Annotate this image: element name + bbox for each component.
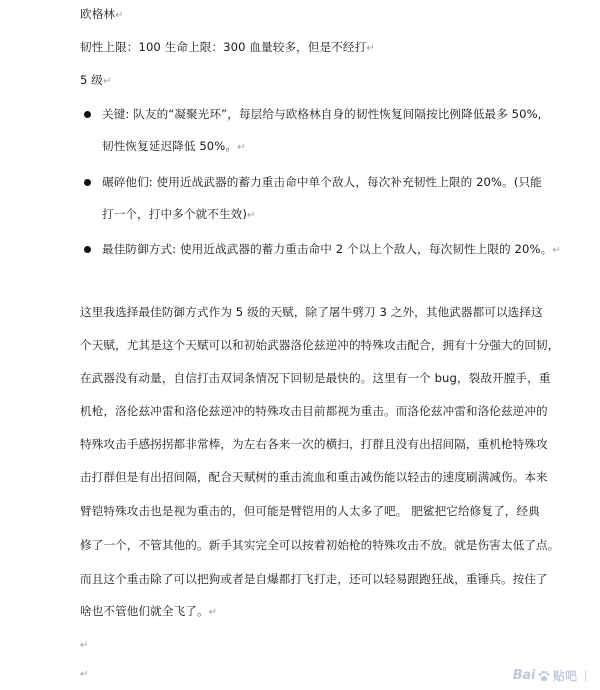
bullet-item-text [102,206,255,224]
paragraph-line [80,304,543,320]
paragraph-line [80,403,548,419]
paragraph-mark: ↵ [366,43,375,54]
paragraph-line-text: 这里我选择最佳防御方式作为 5 级的天赋，除了屠牛劈刀 3 之外，其他武器都可以选择这 [80,305,543,319]
stats-text: 韧性上限：100 生命上限：300 血量较多，但是不经打 [80,40,367,54]
watermark-divider [585,670,586,682]
level-heading [80,72,111,90]
paragraph-mark: ↵ [208,607,218,618]
baidu-tieba-watermark [513,667,586,684]
paragraph-line [80,337,559,353]
paragraph-line-text: 特殊攻击手感拐拐都非常棒，为左右各来一次的横扫，打群且没有出招间隔，重机枪特殊攻 [80,437,548,451]
paw-icon [537,669,551,683]
bullet-item-text [102,106,542,122]
paragraph-line [80,436,548,452]
paragraph-line [80,370,551,386]
paragraph-mark: ↵ [237,142,246,153]
watermark-product: 贴吧 [552,669,577,683]
bullet-line: 最佳防御方式: 使用近战武器的蓄力重击命中 2 个以上个敌人，每次韧性上限的 20%。 [102,242,553,256]
title-text: 欧格林 [80,7,116,21]
empty-paragraph-mark: ↵ [80,669,89,680]
bullet-line: 碾碎他们: 使用近战武器的蓄力重击命中单个敌人，每次补充韧性上限的 20%。(只能 [102,175,542,189]
paragraph-mark: ↵ [102,76,112,87]
empty-paragraph-mark: ↵ [80,640,89,651]
paragraph-line [80,603,217,621]
paragraph-mark: ↵ [115,10,124,21]
bullet-item-text [102,174,542,190]
paragraph-line-text: 个天赋，尤其是这个天赋可以和初始武器洛伦兹逆冲的特殊攻击配合，拥有十分强大的回韧， [80,338,560,352]
paragraph-line [80,571,548,587]
document-title [80,6,124,24]
stats-line [80,39,375,57]
bullet-dot [84,111,91,118]
bullet-line: 打一个，打中多个就不生效) [102,207,247,221]
paragraph-line-text: 机枪，洛伦兹冲雷和洛伦兹逆冲的特殊攻击目前都视为重击。而洛伦兹冲雷和洛伦兹逆冲的 [80,404,548,418]
paragraph-line [80,503,540,519]
bullet-dot [84,179,91,186]
level-text: 5 级 [80,73,103,87]
bullet-dot [84,246,91,253]
paragraph-line [80,537,559,553]
paragraph-line-text: 在武器没有动量，自信打击双词条情况下回韧是最快的。这里有一个 bug，裂敌开膛手，重 [80,371,551,385]
paragraph-line-text: 啥也不管他们就全飞了。 [80,604,209,618]
bullet-line: 韧性恢复延迟降低 50%。 [102,139,238,153]
bullet-item-text [102,138,246,156]
paragraph-line [80,469,548,485]
paragraph-mark: ↵ [552,245,561,256]
paragraph-line-text: 而且这个重击除了可以把狗或者是自爆都打飞打走，还可以轻易跟跑狂战，重锤兵。按住了 [80,572,548,586]
paragraph-mark: ↵ [246,210,256,221]
bullet-item-text [102,241,561,259]
paragraph-line-text: 修了一个，不管其他的。新手其实完全可以按着初始枪的特殊攻击不放。就是伤害太低了点。 [80,538,560,552]
watermark-brand: Bai [512,668,535,683]
paragraph-line-text: 击打群但是有出招间隔，配合天赋树的重击流血和重击减伤能以轻击的速度刷满减伤。本来 [80,470,548,484]
bullet-line: 关键: 队友的“凝聚光环”，每层给与欧格林自身的韧性恢复间隔按比例降低最多 50%, [102,107,542,121]
paragraph-line-text: 臂铠特殊攻击也是视为重击的，但可能是臂铠用的人太多了吧。 肥鲨把它给修复了，经典 [80,504,540,518]
